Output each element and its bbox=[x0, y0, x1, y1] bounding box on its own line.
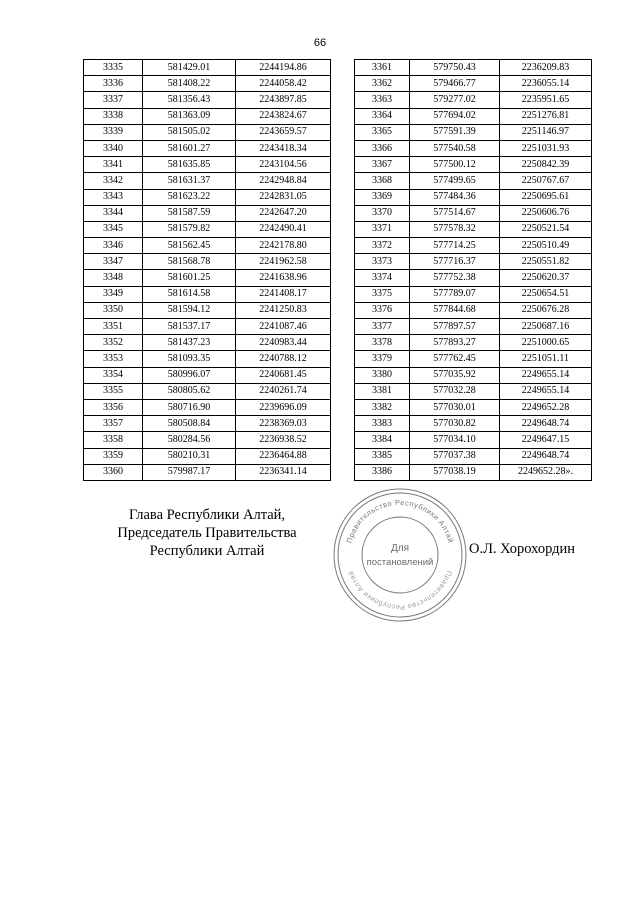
y-coordinate-cell: 2249655.14 bbox=[500, 367, 592, 383]
table-row bbox=[355, 464, 592, 480]
table-row bbox=[84, 464, 331, 480]
table-row bbox=[84, 367, 331, 383]
x-coordinate-cell: 577037.38 bbox=[410, 448, 500, 464]
y-coordinate-cell: 2240681.45 bbox=[236, 367, 331, 383]
point-number-cell: 3368 bbox=[355, 173, 410, 189]
x-coordinate-cell: 581568.78 bbox=[143, 254, 236, 270]
point-number-cell: 3354 bbox=[84, 367, 143, 383]
point-number-cell: 3376 bbox=[355, 302, 410, 318]
point-number-cell: 3383 bbox=[355, 416, 410, 432]
y-coordinate-cell: 2242647.20 bbox=[236, 205, 331, 221]
y-coordinate-cell: 2238369.03 bbox=[236, 416, 331, 432]
y-coordinate-cell: 2250842.39 bbox=[500, 157, 592, 173]
y-coordinate-cell: 2240788.12 bbox=[236, 351, 331, 367]
point-number-cell: 3372 bbox=[355, 238, 410, 254]
point-number-cell: 3340 bbox=[84, 140, 143, 156]
stamp-center-line-2: постановлений bbox=[366, 557, 434, 568]
table-row bbox=[84, 221, 331, 237]
y-coordinate-cell: 2250620.37 bbox=[500, 270, 592, 286]
x-coordinate-cell: 579750.43 bbox=[410, 60, 500, 76]
y-coordinate-cell: 2242948.84 bbox=[236, 173, 331, 189]
x-coordinate-cell: 577484.36 bbox=[410, 189, 500, 205]
point-number-cell: 3366 bbox=[355, 140, 410, 156]
y-coordinate-cell: 2243659.57 bbox=[236, 124, 331, 140]
x-coordinate-cell: 577499.65 bbox=[410, 173, 500, 189]
y-coordinate-cell: 2240261.74 bbox=[236, 383, 331, 399]
table-row bbox=[84, 319, 331, 335]
x-coordinate-cell: 577694.02 bbox=[410, 108, 500, 124]
y-coordinate-cell: 2249648.74 bbox=[500, 416, 592, 432]
table-row bbox=[355, 221, 592, 237]
x-coordinate-cell: 581437.23 bbox=[143, 335, 236, 351]
x-coordinate-cell: 581537.17 bbox=[143, 319, 236, 335]
table-row bbox=[355, 432, 592, 448]
y-coordinate-cell: 2251031.93 bbox=[500, 140, 592, 156]
x-coordinate-cell: 579277.02 bbox=[410, 92, 500, 108]
stamp-outer-text-top: Правительство Республики Алтай bbox=[344, 497, 456, 545]
y-coordinate-cell: 2244058.42 bbox=[236, 76, 331, 92]
point-number-cell: 3382 bbox=[355, 399, 410, 415]
point-number-cell: 3353 bbox=[84, 351, 143, 367]
point-number-cell: 3335 bbox=[84, 60, 143, 76]
x-coordinate-cell: 581635.85 bbox=[143, 157, 236, 173]
y-coordinate-cell: 2250695.61 bbox=[500, 189, 592, 205]
x-coordinate-cell: 580805.62 bbox=[143, 383, 236, 399]
x-coordinate-cell: 577035.92 bbox=[410, 367, 500, 383]
y-coordinate-cell: 2251000.65 bbox=[500, 335, 592, 351]
x-coordinate-cell: 581579.82 bbox=[143, 221, 236, 237]
x-coordinate-cell: 577034.10 bbox=[410, 432, 500, 448]
x-coordinate-cell: 579987.17 bbox=[143, 464, 236, 480]
x-coordinate-cell: 581614.58 bbox=[143, 286, 236, 302]
point-number-cell: 3358 bbox=[84, 432, 143, 448]
y-coordinate-cell: 2249652.28 bbox=[500, 399, 592, 415]
y-coordinate-cell: 2250606.76 bbox=[500, 205, 592, 221]
y-coordinate-cell: 2236341.14 bbox=[236, 464, 331, 480]
x-coordinate-cell: 581631.37 bbox=[143, 173, 236, 189]
point-number-cell: 3349 bbox=[84, 286, 143, 302]
table-row bbox=[355, 351, 592, 367]
y-coordinate-cell: 2242178.80 bbox=[236, 238, 331, 254]
point-number-cell: 3375 bbox=[355, 286, 410, 302]
y-coordinate-cell: 2249648.74 bbox=[500, 448, 592, 464]
point-number-cell: 3378 bbox=[355, 335, 410, 351]
table-row bbox=[355, 254, 592, 270]
point-number-cell: 3341 bbox=[84, 157, 143, 173]
x-coordinate-cell: 580210.31 bbox=[143, 448, 236, 464]
y-coordinate-cell: 2251276.81 bbox=[500, 108, 592, 124]
table-row bbox=[84, 189, 331, 205]
y-coordinate-cell: 2251051.11 bbox=[500, 351, 592, 367]
point-number-cell: 3350 bbox=[84, 302, 143, 318]
x-coordinate-cell: 581587.59 bbox=[143, 205, 236, 221]
y-coordinate-cell: 2236209.83 bbox=[500, 60, 592, 76]
point-number-cell: 3357 bbox=[84, 416, 143, 432]
table-row bbox=[84, 92, 331, 108]
x-coordinate-cell: 577897.57 bbox=[410, 319, 500, 335]
x-coordinate-cell: 581601.27 bbox=[143, 140, 236, 156]
table-row bbox=[84, 124, 331, 140]
y-coordinate-cell: 2242490.41 bbox=[236, 221, 331, 237]
x-coordinate-cell: 577893.27 bbox=[410, 335, 500, 351]
point-number-cell: 3386 bbox=[355, 464, 410, 480]
stamp-center-ring bbox=[362, 517, 438, 593]
table-row bbox=[84, 432, 331, 448]
table-row bbox=[84, 302, 331, 318]
point-number-cell: 3377 bbox=[355, 319, 410, 335]
x-coordinate-cell: 581623.22 bbox=[143, 189, 236, 205]
point-number-cell: 3347 bbox=[84, 254, 143, 270]
y-coordinate-cell: 2250551.82 bbox=[500, 254, 592, 270]
table-row bbox=[355, 416, 592, 432]
table-row bbox=[84, 270, 331, 286]
stamp-outer-ring bbox=[334, 489, 466, 621]
x-coordinate-cell: 581356.43 bbox=[143, 92, 236, 108]
x-coordinate-cell: 581562.45 bbox=[143, 238, 236, 254]
table-row bbox=[84, 383, 331, 399]
official-seal-stamp bbox=[330, 485, 470, 625]
point-number-cell: 3385 bbox=[355, 448, 410, 464]
table-row bbox=[84, 238, 331, 254]
x-coordinate-cell: 577752.38 bbox=[410, 270, 500, 286]
table-row bbox=[84, 335, 331, 351]
table-row bbox=[355, 383, 592, 399]
point-number-cell: 3379 bbox=[355, 351, 410, 367]
point-number-cell: 3348 bbox=[84, 270, 143, 286]
point-number-cell: 3380 bbox=[355, 367, 410, 383]
y-coordinate-cell: 2249655.14 bbox=[500, 383, 592, 399]
point-number-cell: 3336 bbox=[84, 76, 143, 92]
table-row bbox=[84, 254, 331, 270]
signatory-title-line: Председатель Правительства bbox=[117, 525, 297, 541]
signatory-title-line: Глава Республики Алтай, bbox=[128, 507, 286, 523]
y-coordinate-cell: 2241087.46 bbox=[236, 319, 331, 335]
x-coordinate-cell: 577030.82 bbox=[410, 416, 500, 432]
point-number-cell: 3373 bbox=[355, 254, 410, 270]
table-row bbox=[84, 205, 331, 221]
table-row bbox=[84, 157, 331, 173]
table-row bbox=[355, 173, 592, 189]
y-coordinate-cell: 2250654.51 bbox=[500, 286, 592, 302]
table-row bbox=[355, 60, 592, 76]
x-coordinate-cell: 577578.32 bbox=[410, 221, 500, 237]
y-coordinate-cell: 2243824.67 bbox=[236, 108, 331, 124]
y-coordinate-cell: 2242831.05 bbox=[236, 189, 331, 205]
point-number-cell: 3359 bbox=[84, 448, 143, 464]
point-number-cell: 3361 bbox=[355, 60, 410, 76]
table-row bbox=[355, 238, 592, 254]
y-coordinate-cell: 2241408.17 bbox=[236, 286, 331, 302]
point-number-cell: 3364 bbox=[355, 108, 410, 124]
point-number-cell: 3339 bbox=[84, 124, 143, 140]
table-row bbox=[84, 60, 331, 76]
table-row bbox=[355, 335, 592, 351]
signatory-title bbox=[96, 506, 318, 560]
point-number-cell: 3381 bbox=[355, 383, 410, 399]
y-coordinate-cell: 2250767.67 bbox=[500, 173, 592, 189]
y-coordinate-cell: 2236055.14 bbox=[500, 76, 592, 92]
table-row bbox=[84, 286, 331, 302]
x-coordinate-cell: 577762.45 bbox=[410, 351, 500, 367]
y-coordinate-cell: 2250521.54 bbox=[500, 221, 592, 237]
x-coordinate-cell: 581408.22 bbox=[143, 76, 236, 92]
point-number-cell: 3370 bbox=[355, 205, 410, 221]
y-coordinate-cell: 2239696.09 bbox=[236, 399, 331, 415]
table-row bbox=[84, 108, 331, 124]
x-coordinate-cell: 577540.58 bbox=[410, 140, 500, 156]
point-number-cell: 3343 bbox=[84, 189, 143, 205]
table-row bbox=[355, 76, 592, 92]
point-number-cell: 3384 bbox=[355, 432, 410, 448]
y-coordinate-cell: 2250687.16 bbox=[500, 319, 592, 335]
x-coordinate-cell: 577514.67 bbox=[410, 205, 500, 221]
point-number-cell: 3369 bbox=[355, 189, 410, 205]
signatory-title-line: Республики Алтай bbox=[149, 543, 265, 559]
table-row bbox=[84, 76, 331, 92]
y-coordinate-cell: 2236938.52 bbox=[236, 432, 331, 448]
table-row bbox=[355, 157, 592, 173]
signatory-name: О.Л. Хорохордин bbox=[469, 541, 576, 557]
x-coordinate-cell: 577030.01 bbox=[410, 399, 500, 415]
x-coordinate-cell: 580284.56 bbox=[143, 432, 236, 448]
stamp-center-line-1: Для bbox=[390, 543, 410, 554]
x-coordinate-cell: 580996.07 bbox=[143, 367, 236, 383]
stamp-inner-ring bbox=[338, 493, 462, 617]
x-coordinate-cell: 581363.09 bbox=[143, 108, 236, 124]
x-coordinate-cell: 580716.90 bbox=[143, 399, 236, 415]
table-row bbox=[355, 319, 592, 335]
x-coordinate-cell: 577032.28 bbox=[410, 383, 500, 399]
y-coordinate-cell: 2249647.15 bbox=[500, 432, 592, 448]
table-row bbox=[355, 270, 592, 286]
y-coordinate-cell: 2243897.85 bbox=[236, 92, 331, 108]
point-number-cell: 3342 bbox=[84, 173, 143, 189]
coordinates-table-left bbox=[83, 59, 331, 481]
x-coordinate-cell: 577714.25 bbox=[410, 238, 500, 254]
x-coordinate-cell: 580508.84 bbox=[143, 416, 236, 432]
x-coordinate-cell: 581505.02 bbox=[143, 124, 236, 140]
table-row bbox=[355, 92, 592, 108]
y-coordinate-cell: 2236464.88 bbox=[236, 448, 331, 464]
point-number-cell: 3371 bbox=[355, 221, 410, 237]
table-row bbox=[355, 205, 592, 221]
point-number-cell: 3365 bbox=[355, 124, 410, 140]
coordinates-table-right bbox=[354, 59, 592, 481]
y-coordinate-cell: 2250510.49 bbox=[500, 238, 592, 254]
table-row bbox=[84, 416, 331, 432]
y-coordinate-cell: 2241250.83 bbox=[236, 302, 331, 318]
table-row bbox=[84, 173, 331, 189]
y-coordinate-cell: 2250676.28 bbox=[500, 302, 592, 318]
point-number-cell: 3344 bbox=[84, 205, 143, 221]
table-row bbox=[355, 399, 592, 415]
x-coordinate-cell: 577716.37 bbox=[410, 254, 500, 270]
table-row bbox=[355, 189, 592, 205]
table-row bbox=[84, 140, 331, 156]
table-row bbox=[355, 124, 592, 140]
y-coordinate-cell: 2241638.96 bbox=[236, 270, 331, 286]
y-coordinate-cell: 2240983.44 bbox=[236, 335, 331, 351]
point-number-cell: 3356 bbox=[84, 399, 143, 415]
y-coordinate-cell: 2243104.56 bbox=[236, 157, 331, 173]
table-row bbox=[355, 367, 592, 383]
point-number-cell: 3367 bbox=[355, 157, 410, 173]
point-number-cell: 3352 bbox=[84, 335, 143, 351]
point-number-cell: 3355 bbox=[84, 383, 143, 399]
y-coordinate-cell: 2241962.58 bbox=[236, 254, 331, 270]
point-number-cell: 3351 bbox=[84, 319, 143, 335]
x-coordinate-cell: 579466.77 bbox=[410, 76, 500, 92]
table-row bbox=[355, 286, 592, 302]
x-coordinate-cell: 581594.12 bbox=[143, 302, 236, 318]
table-row bbox=[84, 351, 331, 367]
x-coordinate-cell: 577038.19 bbox=[410, 464, 500, 480]
point-number-cell: 3345 bbox=[84, 221, 143, 237]
y-coordinate-cell: 2235951.65 bbox=[500, 92, 592, 108]
point-number-cell: 3346 bbox=[84, 238, 143, 254]
point-number-cell: 3337 bbox=[84, 92, 143, 108]
y-coordinate-cell: 2244194.86 bbox=[236, 60, 331, 76]
x-coordinate-cell: 581429.01 bbox=[143, 60, 236, 76]
x-coordinate-cell: 581601.25 bbox=[143, 270, 236, 286]
point-number-cell: 3363 bbox=[355, 92, 410, 108]
table-row bbox=[355, 448, 592, 464]
table-row bbox=[355, 302, 592, 318]
table-row bbox=[84, 448, 331, 464]
table-row bbox=[355, 140, 592, 156]
point-number-cell: 3360 bbox=[84, 464, 143, 480]
x-coordinate-cell: 577789.07 bbox=[410, 286, 500, 302]
y-coordinate-cell: 2251146.97 bbox=[500, 124, 592, 140]
x-coordinate-cell: 577500.12 bbox=[410, 157, 500, 173]
table-row bbox=[84, 399, 331, 415]
x-coordinate-cell: 581093.35 bbox=[143, 351, 236, 367]
y-coordinate-cell: 2243418.34 bbox=[236, 140, 331, 156]
stamp-outer-text-bottom: Правительство Республики Алтай bbox=[347, 569, 453, 611]
y-coordinate-cell: 2249652.28». bbox=[500, 464, 592, 480]
x-coordinate-cell: 577844.68 bbox=[410, 302, 500, 318]
table-row bbox=[355, 108, 592, 124]
point-number-cell: 3374 bbox=[355, 270, 410, 286]
point-number-cell: 3338 bbox=[84, 108, 143, 124]
page-number: 66 bbox=[313, 37, 327, 49]
point-number-cell: 3362 bbox=[355, 76, 410, 92]
x-coordinate-cell: 577591.39 bbox=[410, 124, 500, 140]
